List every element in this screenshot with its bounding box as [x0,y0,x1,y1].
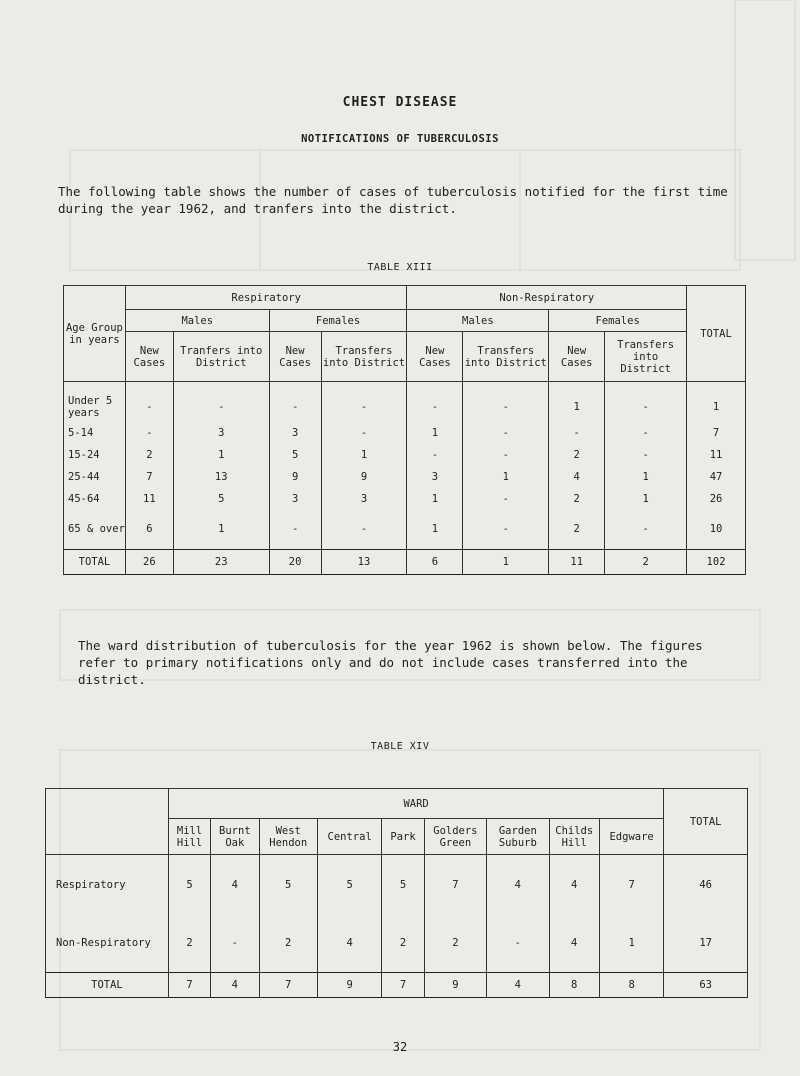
ward-corner-cell [46,789,169,855]
ward-header: WARD [168,789,663,819]
table-row [64,382,746,422]
cell: - [407,444,463,466]
cell: 3 [173,422,269,444]
cell: - [463,382,549,422]
cell: 4 [487,855,549,915]
table-xiii-label: TABLE XIII [367,262,433,273]
row-label: Non-Respiratory [46,915,169,973]
cell: 4 [211,973,259,998]
cell: - [549,422,605,444]
cell: 1 [407,510,463,550]
table-row [46,915,748,973]
resp-females-header: Females [269,310,407,332]
age-label: 15-24 [64,444,126,466]
total-header: TOTAL [687,286,746,382]
table-row [64,444,746,466]
age-label: Under 5 years [64,382,126,422]
row-label: Respiratory [46,855,169,915]
cell: 5 [269,444,321,466]
cell: 26 [687,488,746,510]
nonresp-males-header: Males [407,310,549,332]
cell: 13 [173,466,269,488]
cell: 4 [211,855,259,915]
cell: 3 [269,422,321,444]
table-row [64,422,746,444]
cell: 1 [173,444,269,466]
cell: 47 [687,466,746,488]
cell: 7 [259,973,317,998]
age-label: 5-14 [64,422,126,444]
col-transfers: Transfers into District [605,332,687,382]
cell: 5 [168,855,210,915]
age-label: 25-44 [64,466,126,488]
cell: 11 [125,488,173,510]
cell: 5 [317,855,381,915]
col-tranfers: Tranfers into District [173,332,269,382]
cell: 3 [407,466,463,488]
ward-west-hendon: West Hendon [259,819,317,855]
ward-central: Central [317,819,381,855]
cell: 9 [321,466,407,488]
cell: 7 [125,466,173,488]
cell: 9 [317,973,381,998]
age-label: 65 & over [64,510,126,550]
cell: - [321,510,407,550]
cell: 1 [549,382,605,422]
cell: - [605,382,687,422]
cell: 23 [173,550,269,575]
cell: - [605,444,687,466]
cell: 46 [664,855,748,915]
cell: 2 [549,488,605,510]
cell: 1 [605,466,687,488]
cell: 11 [687,444,746,466]
cell: 7 [168,973,210,998]
cell: 2 [125,444,173,466]
cell: 63 [664,973,748,998]
cell: 1 [599,915,663,973]
cell: 1 [407,422,463,444]
cell: 26 [125,550,173,575]
cell: 20 [269,550,321,575]
age-label: 45-64 [64,488,126,510]
cell: 7 [424,855,486,915]
col-transfers: Transfers into District [321,332,407,382]
page-title: CHEST DISEASE [342,95,458,110]
cell: 9 [269,466,321,488]
cell: 8 [599,973,663,998]
ward-mill-hill: Mill Hill [168,819,210,855]
nonresp-females-header: Females [549,310,687,332]
ward-garden-suburb: Garden Suburb [487,819,549,855]
cell: 7 [382,973,424,998]
cell: 1 [463,550,549,575]
ward-burnt-oak: Burnt Oak [211,819,259,855]
cell: 2 [605,550,687,575]
table-row [64,510,746,550]
total-label: TOTAL [64,550,126,575]
cell: 5 [382,855,424,915]
cell: 10 [687,510,746,550]
table-xiii [63,285,746,575]
cell: 2 [168,915,210,973]
col-transfers: Transfers into District [463,332,549,382]
col-new-cases: New Cases [549,332,605,382]
cell: 102 [687,550,746,575]
cell: - [269,510,321,550]
cell: - [125,382,173,422]
cell: 8 [549,973,599,998]
resp-males-header: Males [125,310,269,332]
table-row [64,488,746,510]
cell: 9 [424,973,486,998]
cell: 1 [407,488,463,510]
total-label: TOTAL [46,973,169,998]
ward-childs-hill: Childs Hill [549,819,599,855]
page-number: 32 [392,1040,408,1054]
cell: 3 [321,488,407,510]
cell: - [211,915,259,973]
respiratory-header: Respiratory [125,286,407,310]
cell: 5 [173,488,269,510]
total-row [46,973,748,998]
total-row [64,550,746,575]
cell: - [125,422,173,444]
intro-paragraph: The following table shows the number of cases of tuberculosis notified for the first time during the year 1962, and tranfers into the district. [58,184,728,216]
cell: 4 [549,915,599,973]
cell: 1 [463,466,549,488]
cell: - [605,422,687,444]
col-new-cases: New Cases [125,332,173,382]
cell: 17 [664,915,748,973]
col-new-cases: New Cases [269,332,321,382]
non-respiratory-header: Non-Respiratory [407,286,687,310]
cell: 1 [321,444,407,466]
col-new-cases: New Cases [407,332,463,382]
table-xiv-label: TABLE XIV [370,741,430,752]
ward-park: Park [382,819,424,855]
cell: - [463,510,549,550]
cell: - [463,422,549,444]
cell: 2 [424,915,486,973]
cell: - [605,510,687,550]
total-header: TOTAL [664,789,748,855]
cell: 1 [173,510,269,550]
cell: 1 [687,382,746,422]
cell: 2 [259,915,317,973]
cell: 2 [549,444,605,466]
cell: 5 [259,855,317,915]
cell: 4 [549,466,605,488]
cell: - [463,488,549,510]
table-row [64,466,746,488]
cell: - [173,382,269,422]
cell: - [269,382,321,422]
cell: 3 [269,488,321,510]
page-subtitle: NOTIFICATIONS OF TUBERCULOSIS [301,133,499,145]
cell: - [321,422,407,444]
cell: 1 [605,488,687,510]
age-group-header: Age Group in years [64,286,126,382]
cell: 7 [599,855,663,915]
cell: 11 [549,550,605,575]
cell: - [321,382,407,422]
cell: 4 [317,915,381,973]
cell: 13 [321,550,407,575]
cell: 6 [125,510,173,550]
table-row [46,855,748,915]
ward-paragraph: The ward distribution of tuberculosis for the year 1962 is shown below. The figures refer to primary notifications only and do not include cases transferred into the district. [78,638,703,687]
cell: - [407,382,463,422]
cell: 6 [407,550,463,575]
cell: 4 [549,855,599,915]
table-xiv [45,788,748,998]
ward-edgware: Edgware [599,819,663,855]
cell: 2 [382,915,424,973]
cell: - [487,915,549,973]
ward-golders-green: Golders Green [424,819,486,855]
cell: 7 [687,422,746,444]
cell: 2 [549,510,605,550]
cell: 4 [487,973,549,998]
cell: - [463,444,549,466]
